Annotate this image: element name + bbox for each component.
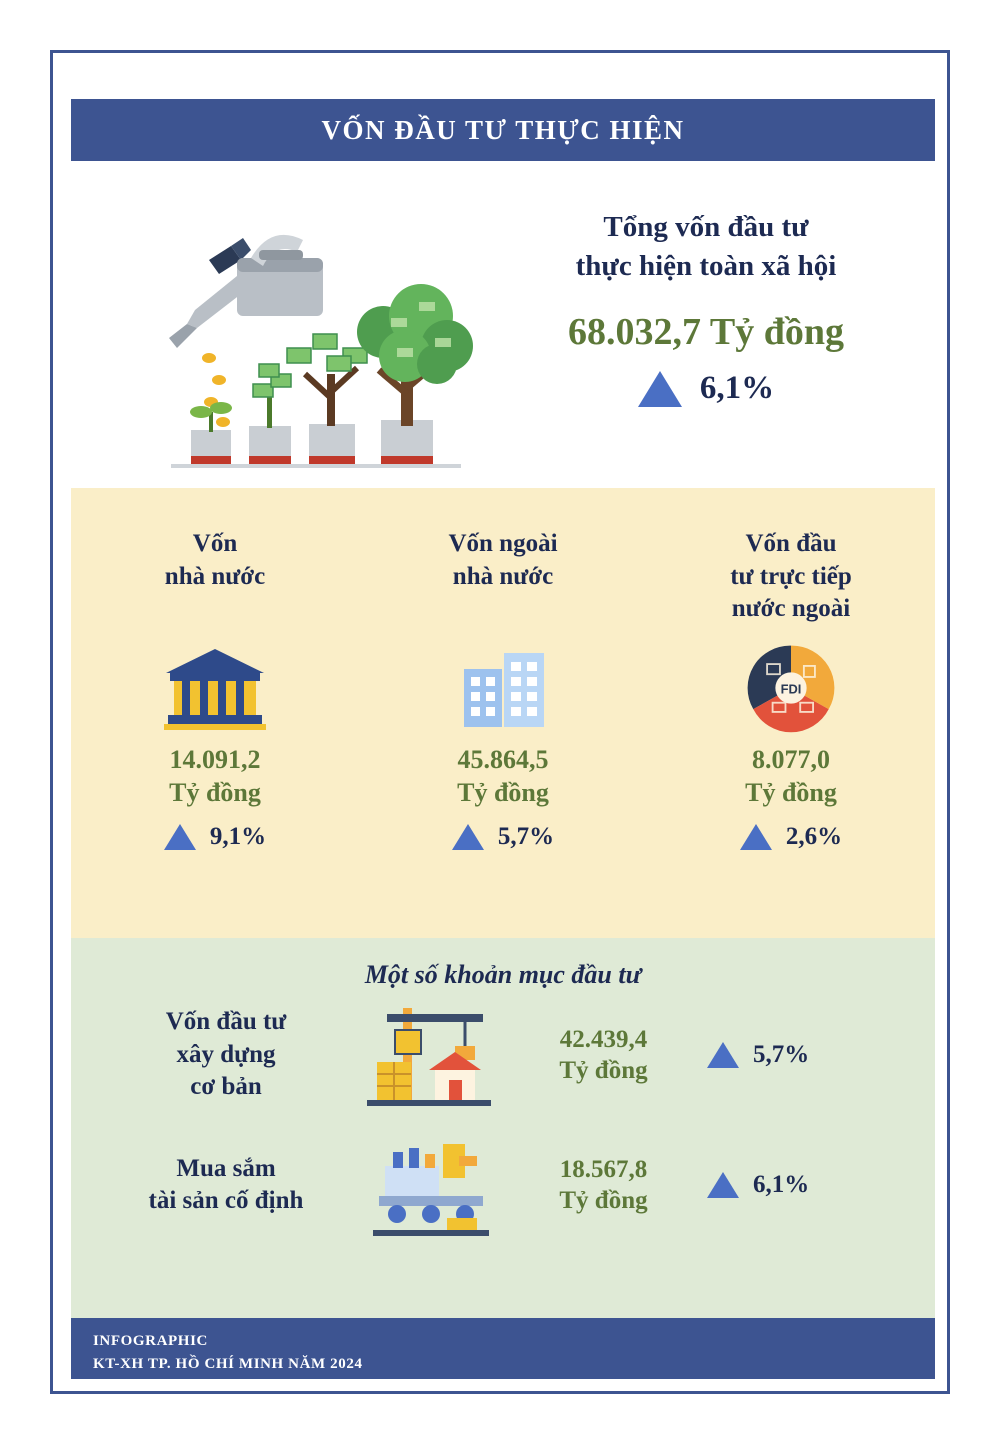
header-banner <box>71 99 935 161</box>
trend-up-icon <box>707 1172 739 1198</box>
watering-can-money-plants-icon <box>91 198 491 468</box>
state-capital-label-line1: Vốn <box>192 530 238 557</box>
fdi-label-line3: nước ngoài <box>731 595 851 622</box>
total-investment-section <box>71 178 935 488</box>
non-state-capital-column <box>359 488 647 938</box>
fixed-assets-row <box>71 1120 935 1250</box>
fixed-assets-label-line1: Mua sắm <box>176 1154 276 1182</box>
state-capital-unit: Tỷ đồng <box>169 777 261 807</box>
state-capital-change: 9,1% <box>209 823 267 850</box>
basic-construction-value: 42.439,4 <box>559 1025 648 1053</box>
total-investment-block <box>491 208 921 407</box>
footer-banner <box>71 1318 935 1379</box>
trend-up-icon <box>452 824 484 850</box>
construction-crane-icon <box>341 1000 516 1110</box>
non-state-capital-value: 45.864,5 <box>457 745 549 774</box>
non-state-capital-label-line1: Vốn ngoài <box>448 530 558 557</box>
fdi-icon-text: FDI <box>780 681 802 697</box>
footer-line2: KT-XH TP. HỒ CHÍ MINH NĂM 2024 <box>93 1355 363 1372</box>
footer-line1: INFOGRAPHIC <box>93 1333 208 1349</box>
office-buildings-icon <box>448 638 558 738</box>
fdi-label-line2: tư trực tiếp <box>730 562 852 590</box>
trend-up-icon <box>164 824 196 850</box>
total-value: 68.032,7 Tỷ đồng <box>568 311 844 354</box>
basic-construction-label-line1: Vốn đầu tư <box>165 1008 287 1036</box>
fdi-label-line1: Vốn đầu <box>745 530 837 557</box>
fdi-change: 2,6% <box>785 823 843 850</box>
fixed-assets-change: 6,1% <box>753 1171 810 1198</box>
investment-items-title: Một số khoản mục đầu tư <box>364 960 642 989</box>
investment-by-source-section <box>71 488 935 938</box>
fixed-assets-label-line2: tài sản cố định <box>148 1187 304 1214</box>
fixed-assets-unit: Tỷ đồng <box>559 1187 648 1214</box>
total-change-value: 6,1% <box>699 370 775 407</box>
fixed-assets-value: 18.567,8 <box>559 1155 648 1183</box>
total-label-line1: Tổng vốn đầu tư <box>603 211 809 243</box>
bank-building-icon <box>160 638 270 738</box>
trend-up-icon <box>638 371 682 407</box>
total-label-line2: thực hiện toàn xã hội <box>575 250 837 283</box>
infographic-poster <box>50 50 950 1394</box>
non-state-capital-change: 5,7% <box>497 823 555 850</box>
fdi-circle-icon <box>745 638 837 738</box>
basic-construction-row <box>71 990 935 1120</box>
non-state-capital-label-line2: nhà nước <box>452 562 554 590</box>
state-capital-column <box>71 488 359 938</box>
page-title: VỐN ĐẦU TƯ THỰC HIỆN <box>321 114 685 145</box>
basic-construction-label-line2: xây dựng <box>176 1040 276 1068</box>
investment-items-section <box>71 938 935 1318</box>
fdi-unit: Tỷ đồng <box>745 777 837 807</box>
total-change <box>491 370 921 407</box>
state-capital-value: 14.091,2 <box>169 745 261 774</box>
state-capital-label-line2: nhà nước <box>164 562 266 590</box>
fdi-column <box>647 488 935 938</box>
basic-construction-label-line3: cơ bản <box>190 1073 262 1101</box>
non-state-capital-unit: Tỷ đồng <box>457 777 549 807</box>
factory-machinery-icon <box>341 1130 516 1240</box>
trend-up-icon <box>740 824 772 850</box>
basic-construction-change: 5,7% <box>753 1041 810 1068</box>
fdi-value: 8.077,0 <box>751 745 830 774</box>
basic-construction-unit: Tỷ đồng <box>559 1057 648 1084</box>
trend-up-icon <box>707 1042 739 1068</box>
